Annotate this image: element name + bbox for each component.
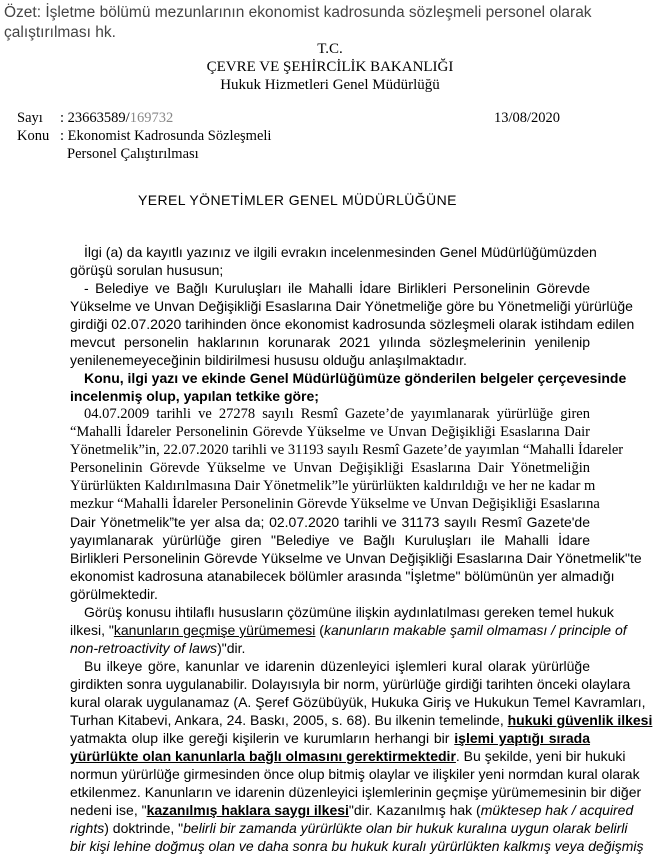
underlined-term: yürürlükte olan kanunlarla bağlı olmasını gerektirmektedir <box>70 748 456 764</box>
body-line-bold: Konu, ilgi yazı ve ekinde Genel Müdürlüğümüze gönderilen belgeler çerçevesinde <box>84 370 627 386</box>
body-line: görüşü sorulan hususun; <box>70 262 224 278</box>
body-line: Turhan Kitabevi, Ankara, 24. Baskı, 2005, s. 68). Bu ilkenin temelinde, hukuki güvenlik ilkesi <box>70 712 653 728</box>
konu-line-2: Personel Çalıştırılması <box>67 146 199 162</box>
body-line: - Belediye ve Bağlı Kuruluşları ile Mahalli İdare Birlikleri Personelinin Görevde <box>84 280 590 296</box>
body-line-bold: incelenmiş olup, yapılan tetkike göre; <box>70 388 319 404</box>
body-line: Yükselme ve Unvan Değişikliği Esaslarına Dair Yönetmeliğe göre bu Yönetmeliği yürürlüğe <box>70 298 633 314</box>
sayi-value: : 23663589/169732 <box>60 110 174 126</box>
body-line: yenilenemeyeceğinin bildirilmesi hususu olduğu anlaşılmaktadır. <box>70 352 467 368</box>
body-line: nedeni ise, "kazanılmış haklara saygı ilkesi"dir. Kazanılmış hak (müktesep hak / acquired <box>70 802 634 818</box>
body-line: bir kişi lehine doğmuş olan ve daha sonra bu hukuk kuralı yürürlükten kalkmış veya değişmiş <box>70 838 644 854</box>
body-line: Bu ilkeye göre, kanunlar ve idarenin düzenleyici işlemleri kural olarak yürürlüğe <box>84 658 590 674</box>
body-line: mezkur “Mahalli İdareler Personelinin Görevde Yükselme ve Unvan Değişikliği Esaslarına <box>70 496 600 512</box>
body-line: Yürürlükten Kaldırılmasına Dair Yönetmelik”le yürürlükten kaldırıldığı ve her ne kadar m <box>70 478 596 494</box>
body-line: mevcut personelin haklarının korunarak 2021 yılında sözleşmelerinin yenilenip <box>70 334 590 350</box>
summary-line-2: çalıştırılması hk. <box>4 24 116 41</box>
body-line: kural olarak uygulanamaz (A. Şeref Gözübüyük, Hukuka Giriş ve Hukukun Temel Kavramları, <box>70 694 646 710</box>
body-line: girdiği 02.07.2020 tarihinden önce ekonomist kadrosunda sözleşmeli olarak istihdam edilen <box>70 316 635 332</box>
underlined-term: hukuki güvenlik ilkesi <box>507 712 653 728</box>
underlined-term: kazanılmış haklara saygı ilkesi <box>146 802 349 818</box>
body-line: normun yürürlüğe girmesinden önce olup bitmiş olaylar ve ilişkiler yeni normdan kural olarak <box>70 766 640 782</box>
body-line: girdikten sonra uygulanabilir. Dolayısıyla bir norm, yürürlüğe girdiği tarihten önceki olaylara <box>70 676 631 692</box>
konu-label: Konu <box>17 128 50 144</box>
body-line: yürürlükte olan kanunlarla bağlı olmasını gerektirmektedir. Bu şekilde, yeni bir hukuki <box>70 748 626 764</box>
konu-line-1: : Ekonomist Kadrosunda Sözleşmeli <box>60 128 272 144</box>
body-line: yatmakta olup ilke gereği kişilerin ve kurumların herhangi bir işlemi yaptığı sırada <box>70 730 590 746</box>
body-line: etkilenmez. Kanunların ve idarenin düzenleyici işlemlerinin geçmişe yürümemesinin bir diğer <box>70 784 642 800</box>
header-department: Hukuk Hizmetleri Genel Müdürlüğü <box>220 77 440 93</box>
body-line: Personelinin Görevde Yükselme ve Unvan Değişikliği Esaslarına Dair Yönetmeliğin <box>70 460 590 476</box>
body-line: İlgi (a) da kayıtlı yazınız ve ilgili evrakın incelenmesinden Genel Müdürlüğümüzden <box>84 244 597 260</box>
body-line: Dair Yönetmelik”te yer alsa da; 02.07.2020 tarihli ve 31173 sayılı Resmî Gazete'de <box>70 514 590 530</box>
body-line: Görüş konusu ihtilaflı hususların çözümüne ilişkin aydınlatılması gereken temel hukuk <box>84 604 614 620</box>
body-line: yayımlanarak yürürlüğe giren "Belediye ve Bağlı Kuruluşları ile Mahalli İdare <box>70 532 590 548</box>
summary-line-1: Özet: İşletme bölümü mezunlarının ekonomist kadrosunda sözleşmeli personel olarak <box>4 4 592 21</box>
body-line: 04.07.2009 tarihli ve 27278 sayılı Resmî Gazete’de yayımlanarak yürürlüğe giren <box>84 406 590 422</box>
header-ministry: ÇEVRE VE ŞEHİRCİLİK BAKANLIĞI <box>206 59 454 75</box>
body-line: ekonomist kadrosuna atanabilecek bölümler arasında "İşletme" bölümünün yer almadığı <box>70 568 615 584</box>
recipient: YEREL YÖNETİMLER GENEL MÜDÜRLÜĞÜNE <box>138 192 457 208</box>
sayi-label: Sayı <box>17 110 43 126</box>
underlined-term: işlemi yaptığı sırada <box>454 730 590 746</box>
body-line: “Mahalli İdareler Personelinin Görevde Yükselme ve Unvan Değişikliği Esaslarına Dair <box>70 424 590 440</box>
body-line: rights) doktrinde, "belirli bir zamanda yürürlükte olan bir hukuk kuralına uygun olarak belirli <box>70 820 628 836</box>
body-line: ilkesi, "kanunların geçmişe yürümemesi (kanunların makable şamil olmaması / principle of <box>70 622 627 638</box>
document-date: 13/08/2020 <box>494 110 561 126</box>
body-line: Yönetmelik”in, 22.07.2020 tarihli ve 31193 sayılı Resmî Gazete’de yayımlan “Mahalli İdareler <box>70 442 624 458</box>
underlined-term: kanunların geçmişe yürümemesi <box>113 622 316 638</box>
header-tc: T.C. <box>317 41 343 57</box>
body-line: non-retroactivity of laws)"dir. <box>70 640 246 656</box>
body-line: Birlikleri Personelinin Görevde Yükselme ve Unvan Değişikliği Esaslarına Dair Yönetmelik"te <box>70 550 642 566</box>
body-line: görülmektedir. <box>70 586 158 602</box>
